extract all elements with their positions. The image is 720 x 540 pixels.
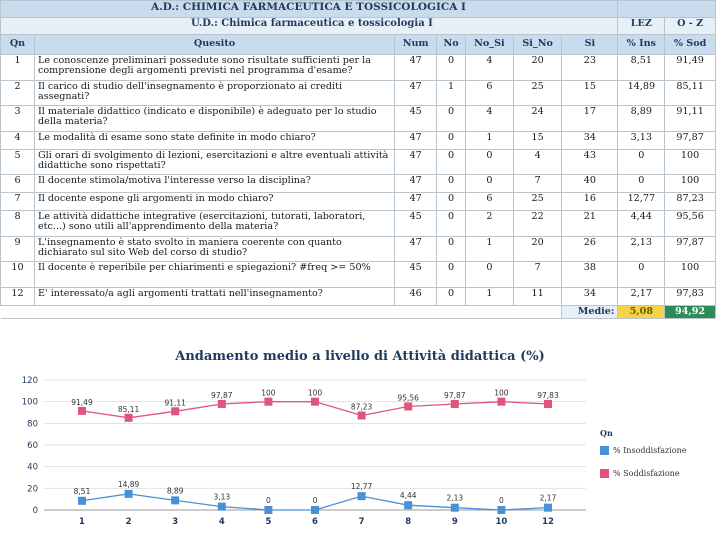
cell-qn: 4 [1,131,35,149]
cell-no-si: 0 [465,175,513,193]
x-tick-label: 8 [405,517,412,527]
series-1-data-label: 85,11 [117,404,140,414]
cell-si-no: 22 [514,211,562,237]
cell-num: 46 [395,287,437,305]
col-header-quesito: Quesito [35,35,395,55]
cell-si: 40 [562,175,618,193]
series-0-point [218,503,226,511]
cell-si-no: 7 [514,262,562,288]
cell-qn: 3 [1,106,35,132]
cell-si: 43 [562,149,618,175]
cell-si-no: 11 [514,287,562,305]
cell-ins: 8,51 [618,55,665,81]
series-0-point [451,504,459,512]
cell-ins: 2,13 [618,236,665,262]
legend-label-insoddisfazione: % Insoddisfazione [613,446,687,455]
x-tick-label: 12 [542,517,554,527]
cell-no-si: 6 [465,193,513,211]
series-0-point [497,506,505,514]
ud-title: U.D.: Chimica farmaceutica e tossicologia I [1,18,618,35]
series-1-data-label: 100 [307,388,323,398]
y-tick-label: 80 [27,419,38,430]
y-tick-label: 20 [27,484,38,495]
cell-sod: 95,56 [665,211,716,237]
table-row [1,262,716,288]
series-1-point [358,412,366,420]
col-header-num: Num [395,35,437,55]
series-1-point [544,400,552,408]
cell-ins: 0 [618,262,665,288]
series-1-data-label: 97,83 [537,391,559,401]
cell-no: 0 [437,287,465,305]
table-row [1,55,716,81]
cell-quesito: Il materiale didattico (indicato e disponibile) è adeguato per lo studio della materia? [35,106,395,132]
cell-qn: 9 [1,236,35,262]
x-tick-label: 10 [495,517,508,527]
cell-si: 16 [562,193,618,211]
series-1-point [78,407,86,415]
cell-no: 0 [437,55,465,81]
cell-no: 0 [437,236,465,262]
cell-no: 0 [437,131,465,149]
legend-swatch-soddisfazione [600,469,609,478]
table-row [1,175,716,193]
cell-si-no: 25 [514,80,562,106]
cell-qn: 2 [1,80,35,106]
col-header-ins: % Ins [618,35,665,55]
cell-si: 34 [562,131,618,149]
y-tick-label: 100 [21,397,38,408]
cell-num: 45 [395,211,437,237]
cell-si: 21 [562,211,618,237]
cell-sod: 97,87 [665,131,716,149]
cell-quesito: E' interessato/a agli argomenti trattati nell'insegnamento? [35,287,395,305]
table-row [1,211,716,237]
cell-no: 0 [437,106,465,132]
cell-si: 34 [562,287,618,305]
series-1-data-label: 97,87 [444,390,466,400]
cell-ins: 14,89 [618,80,665,106]
col-header-no: No [437,35,465,55]
y-tick-label: 0 [32,506,38,516]
cell-num: 47 [395,55,437,81]
table-row [1,80,716,106]
cell-sod: 97,87 [665,236,716,262]
cell-num: 47 [395,236,437,262]
cell-no-si: 1 [465,131,513,149]
cell-sod: 100 [665,175,716,193]
series-0-data-label: 0 [266,496,271,505]
cell-quesito: Gli orari di svolgimento di lezioni, esercitazioni e altre eventuali attività didattiche sono rispettati? [35,149,395,175]
legend-item-insoddisfazione [600,446,712,455]
legend-label-soddisfazione: % Soddisfazione [613,469,680,478]
ad-title: A.D.: CHIMICA FARMACEUTICA E TOSSICOLOGICA I [1,1,618,18]
cell-si: 17 [562,106,618,132]
cell-no-si: 2 [465,211,513,237]
series-0-data-label: 0 [312,496,318,505]
cell-no: 0 [437,262,465,288]
cell-no: 0 [437,149,465,175]
cell-num: 47 [395,80,437,106]
cell-num: 45 [395,106,437,132]
series-0-data-label: 2,17 [539,493,557,503]
series-1-point [264,398,272,406]
cell-no-si: 1 [465,287,513,305]
col-header-si: Si [562,35,618,55]
series-1-data-label: 95,56 [397,393,419,403]
x-tick-label: 6 [312,517,318,527]
legend-swatch-insoddisfazione [600,446,609,455]
cell-si-no: 24 [514,106,562,132]
cell-si: 38 [562,262,618,288]
cell-si: 26 [562,236,618,262]
x-tick-label: 9 [451,517,458,527]
cell-si-no: 4 [514,149,562,175]
y-tick-label: 40 [27,462,38,473]
group-1-label: LEZ [618,18,665,35]
x-tick-label: 3 [172,517,179,527]
table-row [1,236,716,262]
series-0-data-label: 2,13 [446,493,464,503]
cell-no-si: 1 [465,236,513,262]
series-0-data-label: 3,13 [213,492,231,502]
cell-ins: 8,89 [618,106,665,132]
cell-ins: 0 [618,175,665,193]
series-1-data-label: 91,11 [164,398,186,408]
series-0-point [404,501,412,509]
cell-no-si: 4 [465,106,513,132]
cell-sod: 100 [665,262,716,288]
group-2-label: O - Z [665,18,716,35]
x-tick-label: 2 [125,517,132,527]
table-row [1,131,716,149]
cell-si: 15 [562,80,618,106]
series-1-data-label: 87,23 [350,402,373,412]
cell-ins: 2,17 [618,287,665,305]
series-0-point [311,506,319,514]
medie-ins-value: 5,08 [618,305,665,318]
cell-num: 47 [395,149,437,175]
cell-qn: 5 [1,149,35,175]
cell-no-si: 6 [465,80,513,106]
series-1-point [218,400,226,408]
y-tick-label: 60 [27,441,38,451]
cell-no: 0 [437,193,465,211]
cell-quesito: Le modalità di esame sono state definite in modo chiaro? [35,131,395,149]
cell-sod: 87,23 [665,193,716,211]
series-0-data-label: 4,44 [399,491,417,501]
cell-ins: 12,77 [618,193,665,211]
cell-no: 0 [437,175,465,193]
cell-num: 47 [395,131,437,149]
x-tick-label: 5 [265,517,272,527]
cell-quesito: Il docente stimola/motiva l'interesse verso la disciplina? [35,175,395,193]
series-1-data-label: 100 [261,388,276,398]
x-tick-label: 4 [218,517,225,527]
series-0-point [358,492,366,500]
series-1-point [171,407,179,415]
cell-num: 45 [395,262,437,288]
chart-title: Andamento medio a livello di Attività didattica (%) [175,349,545,364]
cell-qn: 10 [1,262,35,288]
cell-qn: 12 [1,287,35,305]
medie-row [1,305,716,318]
series-0-point [264,506,272,514]
cell-ins: 4,44 [618,211,665,237]
chart-legend [600,428,712,492]
x-tick-label: 7 [358,517,365,527]
series-0-data-label: 0 [499,496,504,505]
cell-ins: 3,13 [618,131,665,149]
cell-no: 1 [437,80,465,106]
cell-sod: 91,11 [665,106,716,132]
medie-sod-value: 94,92 [665,305,716,318]
x-tick-label: 1 [79,517,85,527]
cell-no-si: 0 [465,262,513,288]
cell-no: 0 [437,211,465,237]
cell-quesito: L'insegnamento è stato svolto in maniera coerente con quanto dichiarato sul sito Web del corso di studio? [35,236,395,262]
cell-no-si: 4 [465,55,513,81]
series-1-point [311,398,319,406]
col-header-no-si: No_Si [465,35,513,55]
series-0-point [171,496,179,504]
series-1-point [404,402,412,410]
cell-quesito: Il carico di studio dell'insegnamento è proporzionato ai crediti assegnati? [35,80,395,106]
series-1-data-label: 91,49 [71,397,93,407]
cell-si: 23 [562,55,618,81]
series-0-data-label: 12,77 [350,482,373,492]
series-1-data-label: 100 [494,388,509,398]
y-tick-label: 120 [21,376,38,386]
series-0-data-label: 8,51 [73,486,91,496]
series-0-data-label: 8,89 [166,486,184,496]
cell-qn: 6 [1,175,35,193]
col-header-si-no: Si_No [514,35,562,55]
cell-no-si: 0 [465,149,513,175]
series-1-point [497,398,505,406]
cell-si-no: 20 [514,236,562,262]
cell-sod: 97,83 [665,287,716,305]
series-0-point [125,490,133,498]
cell-si-no: 20 [514,55,562,81]
cell-si-no: 7 [514,175,562,193]
table-row [1,287,716,305]
trend-chart [0,368,600,538]
series-1-point [451,400,459,408]
col-header-sod: % Sod [665,35,716,55]
cell-num: 47 [395,193,437,211]
cell-qn: 1 [1,55,35,81]
series-0-point [544,504,552,512]
cell-quesito: Le conoscenze preliminari possedute sono risultate sufficienti per la comprensione degli argomenti previsti nel programma d'esame? [35,55,395,81]
table-row [1,106,716,132]
legend-title: Qn [600,428,613,438]
cell-quesito: Le attività didattiche integrative (esercitazioni, tutorati, laboratori, etc...) sono utili all'apprendimento della materia? [35,211,395,237]
cell-sod: 85,11 [665,80,716,106]
cell-si-no: 25 [514,193,562,211]
series-1-data-label: 97,87 [211,390,233,400]
cell-sod: 100 [665,149,716,175]
series-1-point [125,414,133,422]
col-header-qn: Qn [1,35,35,55]
cell-qn: 7 [1,193,35,211]
table-row [1,193,716,211]
cell-si-no: 15 [514,131,562,149]
cell-ins: 0 [618,149,665,175]
cell-num: 47 [395,175,437,193]
cell-quesito: Il docente espone gli argomenti in modo chiaro? [35,193,395,211]
series-0-point [78,497,86,505]
cell-sod: 91,49 [665,55,716,81]
cell-qn: 8 [1,211,35,237]
table-row [1,149,716,175]
series-0-data-label: 14,89 [117,479,140,489]
cell-quesito: Il docente è reperibile per chiarimenti e spiegazioni? #freq >= 50% [35,262,395,288]
legend-item-soddisfazione [600,469,712,478]
medie-label: Medie: [562,305,618,318]
